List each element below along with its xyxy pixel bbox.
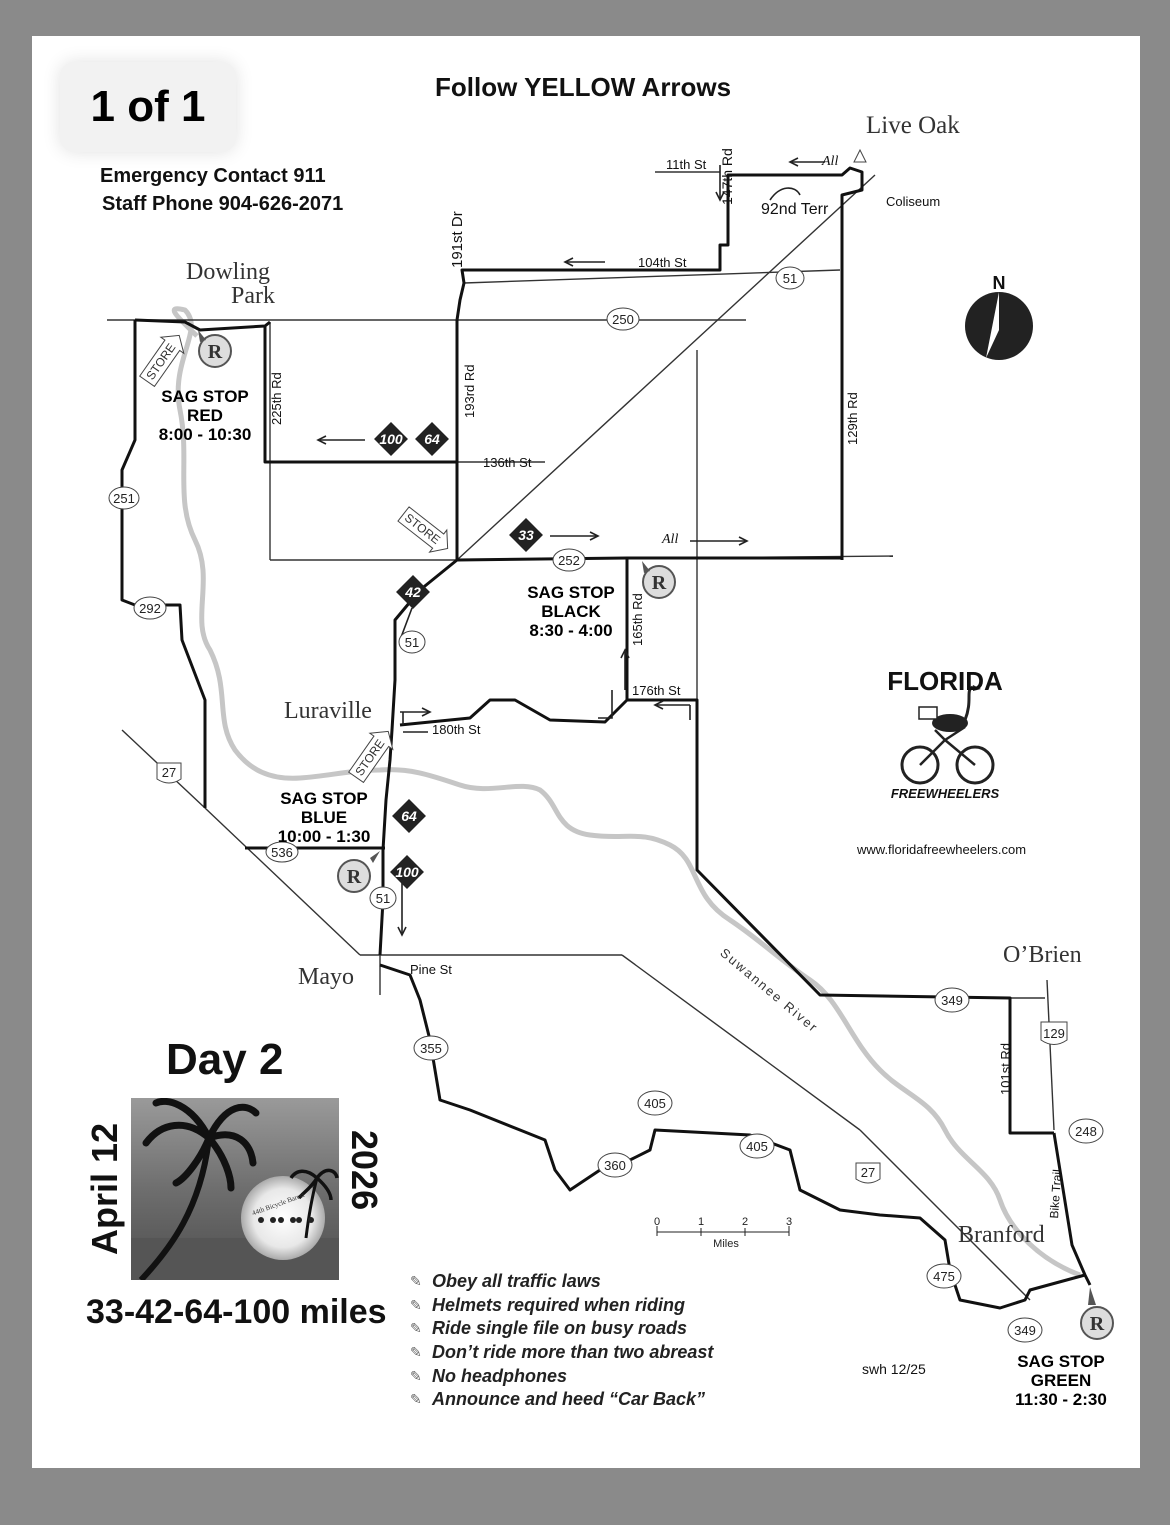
rule-item: ✎ Don’t ride more than two abreast xyxy=(410,1342,714,1363)
svg-text:360: 360 xyxy=(604,1158,626,1173)
svg-text:N: N xyxy=(992,273,1006,293)
street-225th: 225th Rd xyxy=(269,372,284,425)
rule-item: ✎ No headphones xyxy=(410,1365,568,1386)
svg-text:33: 33 xyxy=(518,527,534,543)
shield-51-south xyxy=(370,887,396,909)
marker-42 xyxy=(396,575,430,609)
town-branford: Branford xyxy=(958,1222,1045,1248)
marker-64-north xyxy=(415,422,449,456)
svg-text:349: 349 xyxy=(941,993,963,1008)
store-arrow-center xyxy=(395,503,456,560)
svg-text:405: 405 xyxy=(644,1096,666,1111)
town-dowling: Dowling xyxy=(186,259,270,285)
rest-stop-green xyxy=(1081,1287,1113,1339)
shield-51-mid xyxy=(399,631,425,653)
svg-text:3: 3 xyxy=(785,1216,793,1228)
street-176th: 176th St xyxy=(632,683,681,698)
rest-stop-blue xyxy=(338,851,380,892)
svg-text:0: 0 xyxy=(653,1216,661,1228)
shield-349-north xyxy=(935,988,969,1012)
svg-text:536: 536 xyxy=(271,845,293,860)
sag-green-color: GREEN xyxy=(1030,1371,1092,1390)
all-label-top: All xyxy=(822,154,839,169)
svg-text:2: 2 xyxy=(741,1216,749,1228)
shield-27-west xyxy=(157,763,181,783)
shield-292 xyxy=(134,597,166,619)
svg-text:R: R xyxy=(346,866,362,888)
svg-text:R: R xyxy=(651,572,667,594)
pencil-icon: ✎ xyxy=(410,1296,422,1313)
sag-red-title: SAG STOP xyxy=(161,387,249,406)
staff-phone: Staff Phone 904-626-2071 xyxy=(102,193,344,215)
svg-text:355: 355 xyxy=(420,1041,442,1056)
sag-stop-green xyxy=(1000,1352,1122,1409)
map-credit: swh 12/25 xyxy=(862,1361,926,1377)
street-136th: 136th St xyxy=(483,455,532,470)
all-label-mid: All xyxy=(662,532,679,547)
marker-100-north xyxy=(374,422,408,456)
street-pine: Pine St xyxy=(410,962,452,977)
shield-252 xyxy=(553,549,585,571)
sag-green-hours: 11:30 - 2:30 xyxy=(1015,1390,1107,1409)
coliseum-label: Coliseum xyxy=(886,194,941,209)
page-indicator: 1 of 1 xyxy=(60,62,236,152)
rule-item: ✎ Ride single file on busy roads xyxy=(410,1318,688,1339)
svg-text:405: 405 xyxy=(746,1139,768,1154)
svg-text:Miles: Miles xyxy=(713,1238,739,1250)
rules-list xyxy=(410,1270,713,1412)
day-label: Day 2 xyxy=(166,1035,284,1084)
street-11th: 11th St xyxy=(666,157,707,172)
svg-text:129: 129 xyxy=(1043,1026,1065,1041)
sag-black-title: SAG STOP xyxy=(527,583,615,602)
pencil-icon: ✎ xyxy=(410,1320,422,1337)
svg-text:STORE: STORE xyxy=(352,736,388,779)
shield-248 xyxy=(1069,1119,1103,1143)
event-photo xyxy=(131,1098,339,1280)
street-180th: 180th St xyxy=(432,722,481,737)
svg-text:100: 100 xyxy=(395,864,419,880)
shield-360 xyxy=(598,1153,632,1177)
svg-text:252: 252 xyxy=(558,553,580,568)
marker-64-south xyxy=(392,799,426,833)
sag-stop-blue xyxy=(265,789,383,846)
shield-251 xyxy=(109,487,139,509)
pencil-icon: ✎ xyxy=(410,1391,422,1408)
shield-405-west xyxy=(638,1091,672,1115)
svg-text:51: 51 xyxy=(404,635,420,650)
sag-black-color: BLACK xyxy=(541,602,601,621)
sag-stop-red xyxy=(148,387,262,444)
pencil-icon: ✎ xyxy=(410,1273,422,1290)
town-live-oak: Live Oak xyxy=(866,112,960,139)
event-date-left: April 12 xyxy=(84,1122,125,1255)
svg-text:64: 64 xyxy=(424,431,440,447)
svg-text:475: 475 xyxy=(933,1269,955,1284)
svg-text:251: 251 xyxy=(113,491,135,506)
rule-item: ✎ Helmets required when riding xyxy=(410,1294,686,1315)
sag-blue-title: SAG STOP xyxy=(280,789,368,808)
street-104th: 104th St xyxy=(638,255,687,270)
sag-blue-hours: 10:00 - 1:30 xyxy=(277,827,371,846)
event-year-right: 2026 xyxy=(344,1130,385,1211)
ride-distances: 33-42-64-100 miles xyxy=(86,1293,387,1331)
svg-text:STORE: STORE xyxy=(143,340,179,383)
north-arrow-icon xyxy=(965,273,1033,360)
svg-text:44th Bicycle Barest: 44th Bicycle Barest xyxy=(251,1190,306,1218)
marker-33 xyxy=(509,518,543,552)
marker-100-south xyxy=(390,855,424,889)
shield-349-south xyxy=(1008,1318,1042,1342)
svg-text:FREEWHEELERS: FREEWHEELERS xyxy=(890,786,1000,801)
shield-51-north xyxy=(776,267,804,289)
live-oak-marker xyxy=(854,150,866,162)
street-191st: 191st Dr xyxy=(449,211,466,268)
shield-250 xyxy=(607,308,639,330)
street-165th: 165th Rd xyxy=(630,593,645,646)
street-147th: 147th Rd xyxy=(719,148,735,205)
svg-text:27: 27 xyxy=(161,765,177,780)
svg-text:27: 27 xyxy=(860,1165,876,1180)
pencil-icon: ✎ xyxy=(410,1367,422,1384)
club-url[interactable]: www.floridafreewheelers.com xyxy=(857,842,1027,857)
rest-stop-black xyxy=(642,561,675,598)
street-101st: 101st Rd xyxy=(998,1042,1013,1095)
sag-stop-black xyxy=(514,583,628,640)
svg-text:51: 51 xyxy=(375,891,391,906)
sag-blue-color: BLUE xyxy=(300,808,348,827)
freewheelers-logo xyxy=(887,666,1003,801)
pencil-icon: ✎ xyxy=(410,1344,422,1361)
rule-item: ✎ Obey all traffic laws xyxy=(410,1271,601,1292)
rule-item: ✎ Announce and heed “Car Back” xyxy=(410,1389,706,1410)
shield-405-east xyxy=(740,1134,774,1158)
sag-black-hours: 8:30 - 4:00 xyxy=(529,621,613,640)
svg-text:349: 349 xyxy=(1014,1323,1036,1338)
svg-text:250: 250 xyxy=(612,312,634,327)
svg-text:42: 42 xyxy=(405,584,421,600)
street-193rd: 193rd Rd xyxy=(462,364,477,418)
shield-355 xyxy=(414,1036,448,1060)
shield-129 xyxy=(1041,1022,1067,1045)
town-mayo: Mayo xyxy=(298,964,354,990)
rest-stop-red xyxy=(198,330,231,367)
svg-text:51: 51 xyxy=(782,271,798,286)
svg-text:R: R xyxy=(1089,1313,1105,1335)
svg-text:64: 64 xyxy=(401,808,417,824)
svg-text:248: 248 xyxy=(1075,1124,1097,1139)
shield-27-east xyxy=(856,1163,880,1183)
svg-text:STORE: STORE xyxy=(401,510,443,547)
scale-bar xyxy=(654,1216,792,1250)
svg-text:FLORIDA: FLORIDA xyxy=(887,666,1003,696)
map-title: Follow YELLOW Arrows xyxy=(435,72,732,102)
bike-trail-label: Bike Trail xyxy=(1047,1168,1065,1219)
svg-text:100: 100 xyxy=(379,431,403,447)
town-luraville: Luraville xyxy=(284,698,372,724)
sag-red-hours: 8:00 - 10:30 xyxy=(158,425,252,444)
sag-red-color: RED xyxy=(187,406,223,425)
svg-text:R: R xyxy=(207,341,223,363)
street-92nd-terr: 92nd Terr xyxy=(761,201,829,218)
emergency-contact: Emergency Contact 911 xyxy=(100,165,326,187)
town-obrien: O’Brien xyxy=(1003,942,1082,968)
street-129th: 129th Rd xyxy=(845,392,860,445)
svg-text:292: 292 xyxy=(139,601,161,616)
shield-475 xyxy=(927,1264,961,1288)
river-label: Suwannee River xyxy=(717,945,822,1036)
svg-text:1: 1 xyxy=(697,1216,705,1228)
town-park: Park xyxy=(231,283,275,309)
sag-green-title: SAG STOP xyxy=(1017,1352,1105,1371)
